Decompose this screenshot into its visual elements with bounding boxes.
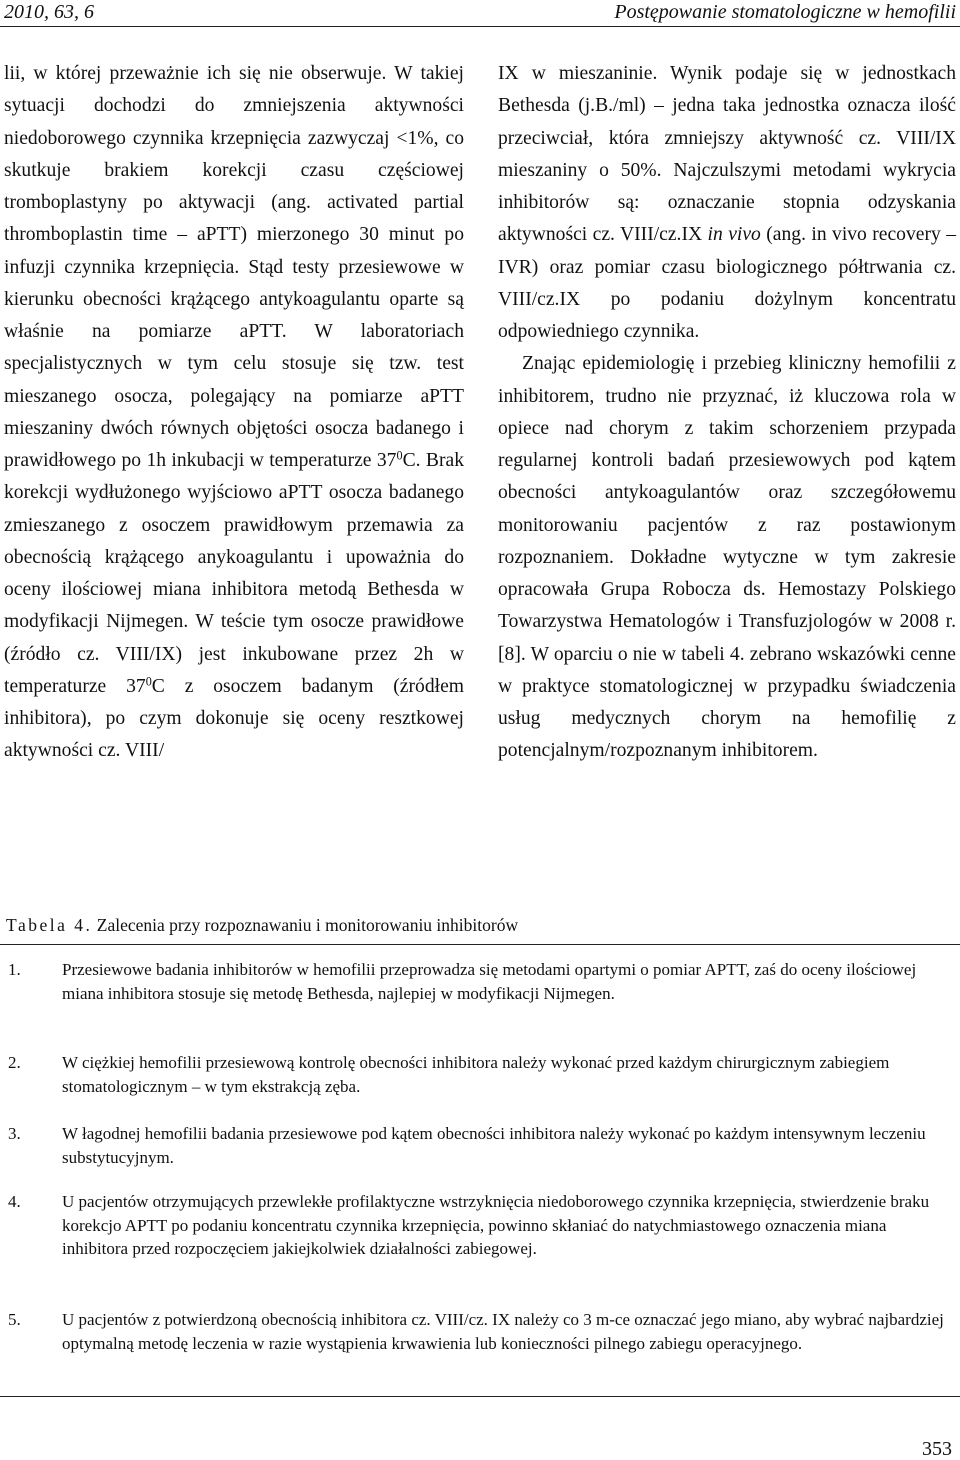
table-caption — [6, 914, 518, 936]
row-number: 5. — [8, 1310, 21, 1329]
paragraph: Znając epidemiologię i przebieg kliniczny hemofilii z inhibitorem, trudno nie przyznać, iż kluczowa rola w opiece nad chorym z takim schorzeniem przypada regularnej kontroli badań przesiewowych pod kątem obecności antykoagulantów oraz szczegółowemu monitorowaniu pacjentów z raz postawionym rozpoznaniem. Dokładne wytyczne w tym zakresie opracowała Grupa Robocza ds. Hemostazy Polskiego Towarzystwa Hematologów i Transfuzjologów w 2008 r. [8]. W oparciu o nie w tabeli 4. zebrano wskazówki cenne w praktyce stomatologicznej w przypadku świadczenia usług medycznych chorym na hemofilię z potencjalnym/rozpoznanym inhibitorem. — [498, 353, 956, 762]
row-number: 4. — [8, 1192, 21, 1211]
row-text: W łagodnej hemofilii badania przesiewowe pod kątem obecności inhibitora należy wykonać po każdym intensywnym leczeniu substytucyjnym. — [62, 1124, 926, 1167]
page-number: 353 — [922, 1438, 952, 1460]
row-number: 3. — [8, 1124, 21, 1143]
table-label: Tabela 4. — [6, 915, 93, 935]
table-bottom-rule — [0, 1396, 960, 1397]
table-title: Zalecenia przy rozpoznawaniu i monitorowaniu inhibitorów — [96, 915, 519, 935]
row-number: 1. — [8, 960, 21, 979]
body-column-left — [4, 58, 464, 768]
table-top-rule — [0, 944, 960, 945]
running-title: Postępowanie stomatologiczne w hemofilii — [614, 1, 956, 23]
paragraph: IX w mieszaninie. Wynik podaje się w jednostkach Bethesda (j.B./ml) – jedna taka jednostka oznacza ilość przeciwciał, która zmniejszy aktywność cz. VIII/IX mieszaniny o 50%. Najczulszymi metodami wykrycia inhibitorów są: oznaczanie stopnia odzyskania aktywności cz. VIII/cz.IX in vivo (ang. in vivo recovery – IVR) oraz pomiar czasu biologicznego półtrwania cz. VIII/cz.IX po podaniu dożylnym koncentratu odpowiedniego czynnika. — [498, 63, 957, 342]
row-text: U pacjentów otrzymujących przewlekłe profilaktyczne wstrzyknięcia niedoborowego czynnika krzepnięcia, stwierdzenie braku korekcjo APTT po podaniu koncentratu czynnika krzepnięcia, powinno skłaniać do natychmiastowego oznaczenia miana inhibitora przed rozpoczęciem jakiejkolwiek działalności zabiegowej. — [62, 1192, 930, 1259]
row-text: W ciężkiej hemofilii przesiewową kontrolę obecności inhibitora należy wykonać przed każdym chirurgicznym zabiegiem stomatologicznym – w tym ekstrakcją zęba. — [62, 1053, 890, 1096]
row-number: 2. — [8, 1053, 21, 1072]
row-text: Przesiewowe badania inhibitorów w hemofilii przeprowadza się metodami opartymi o pomiar APTT, zaś do oceny ilościowej miana inhibitora stosuje się metodę Bethesda, najlepiej w modyfikacji Nijmegen. — [62, 960, 917, 1003]
running-header — [0, 0, 960, 27]
journal-issue: 2010, 63, 6 — [4, 1, 94, 23]
paragraph: lii, w której przeważnie ich się nie obserwuje. W takiej sytuacji dochodzi do zmniejszenia aktywności niedoborowego czynnika krzepnięcia zazwyczaj <1%, co skutkuje brakiem korekcji czasu częściowej tromboplastyny po aktywacji (ang. activated partial thromboplastin time – aPTT) mierzonego 30 minut po infuzji czynnika krzepnięcia. Stąd testy przesiewowe w kierunku obecności krążącego antykoagulantu oparte są właśnie na pomiarze aPTT. W laboratoriach specjalistycznych w tym celu stosuje się tzw. test mieszanego osocza, polegający na pomiarze aPTT mieszaniny dwóch równych objętości osocza badanego i prawidłowego po 1h inkubacji w temperaturze $37^0C$. Brak korekcji wydłużonego wyjściowo aPTT osocza badanego zmieszanego z osoczem prawidłowym przemawia za obecnością krążącego anykoagulantu i upoważnia do oceny ilościowej miana inhibitora metodą Bethesda w modyfikacji Nijmegen. W teście tym osocze prawidłowe (źródło cz. VIII/IX) jest inkubowane przez 2h w temperaturze $37^0C$ z osoczem badanym (źródłem inhibitora), po czym dokonuje się oceny resztkowej aktywności cz. VIII/ — [4, 63, 465, 762]
row-text: U pacjentów z potwierdzoną obecnością inhibitora cz. VIII/cz. IX należy co 3 m-ce oznaczać jego miano, aby wybrać najbardziej optymalną metodę leczenia w razie wystąpienia krwawienia lub konieczności pilnego zabiegu operacyjnego. — [62, 1310, 944, 1353]
body-column-right — [498, 58, 956, 768]
